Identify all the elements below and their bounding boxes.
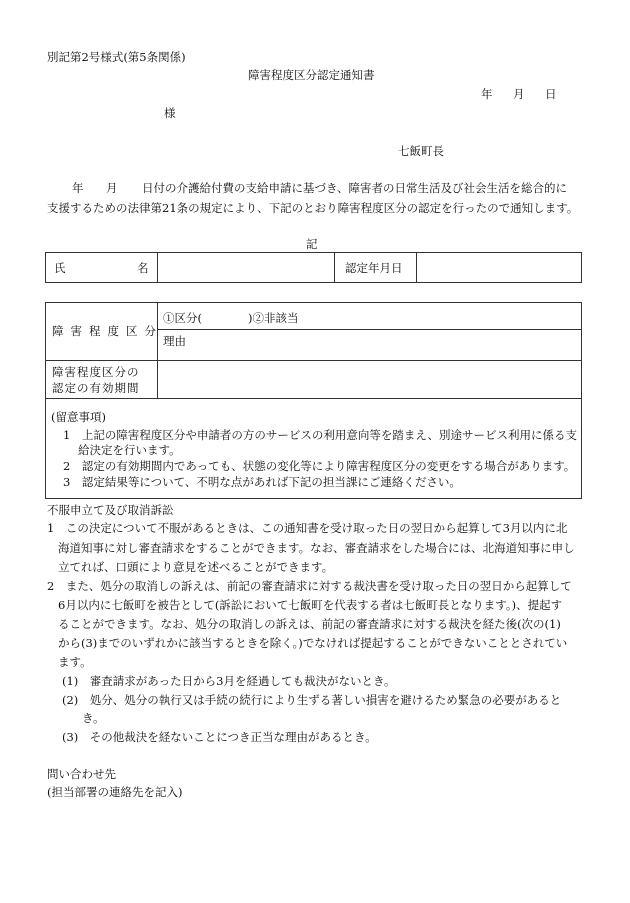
validity-label-line-2: 認定の有効期間 [52,381,140,395]
table2-row-divider [157,329,582,330]
notes-heading: (留意事項) [51,410,106,424]
appeal-sub-3: (3) その他裁決を経ないことにつき正当な理由があるとき。 [62,730,377,744]
name-label-char-2: 名 [137,261,149,275]
appeal-p1-line-2: 海道知事に対し審査請求をすることができます。なお、審査請求をした場合には、北海道知事に申し [58,541,575,555]
appeal-p2-line-5: ます。 [58,655,92,669]
note-item-2: 2 認定の有効期間内であっても、状態の変化等により障害程度区分の変更をする場合があります。 [63,459,576,473]
document-title: 障害程度区分認定通知書 [248,68,375,82]
table1-divider [334,252,335,283]
table1-divider [157,252,158,283]
appeal-sub-2-line-1: (2) 処分、処分の執行又は手続の続行により生ずる著しい損害を避けるため緊急の必要があると [62,693,562,707]
appeal-p2-line-1: 2 また、処分の取消しの訴えは、前記の審査請求に対する裁決書を受け取った日の翌日から起算して [47,579,572,593]
intro-year: 年 [72,181,84,195]
date-month-label: 月 [513,87,525,101]
issuer-name: 七飯町長 [398,144,444,158]
name-date-table [45,252,582,283]
appeal-p1-line-3: 立てれば、口頭により意見を述べることができます。 [58,560,334,574]
intro-line-2: 支援するための法律第21条の規定により、下記のとおり障害程度区分の認定を行ったので通知します。 [47,201,579,215]
reason-label: 理由 [163,334,186,348]
appeal-p2-line-3: ることができます。なお、処分の取消しの訴えは、前記の審査請求に対する裁決を経た後(次の(1) [58,617,561,631]
contact-heading: 問い合わせ先 [47,767,116,781]
ki-mark: 記 [306,237,318,251]
classification-label: 障害程度区分 [52,324,163,338]
note-item-1-line-1: 1 上記の障害程度区分や申請者の方のサービスの利用意向等を踏まえ、別途サービス利用に係る支 [63,428,578,442]
classification-options: ①区分( )②非該当 [163,311,299,325]
intro-line-1: 日付の介護給付費の支給申請に基づき、障害者の日常生活及び社会生活を総合的に [142,181,568,195]
table2-row-divider [45,398,582,399]
intro-month: 月 [106,181,118,195]
cert-date-label: 認定年月日 [345,261,403,275]
appeal-p1-line-1: 1 この決定について不服があるときは、この通知書を受け取った日の翌日から起算して3月以内に北 [47,521,568,535]
name-label-char-1: 氏 [54,261,66,275]
appeal-p2-line-2: 6月以内に七飯町を被告として(訴訟において七飯町を代表する者は七飯町長となります。)、提起す [58,598,563,612]
table1-divider [416,252,417,283]
appeal-heading: 不服申立て及び取消訴訟 [47,503,174,517]
appeal-sub-1: (1) 審査請求があった日から3月を経過しても裁決がないとき。 [62,674,396,688]
date-day-label: 日 [545,87,557,101]
recipient-suffix: 様 [164,106,176,120]
contact-note: (担当部署の連絡先を記入) [47,785,183,799]
table2-divider [157,302,158,398]
validity-label-line-1: 障害程度区分の [52,365,140,379]
date-year-label: 年 [481,87,493,101]
note-item-1-line-2: 給決定を行います。 [78,443,181,457]
appeal-sub-2-line-2: き。 [82,711,105,725]
note-item-3: 3 認定結果等について、不明な点があれば下記の担当課にご連絡ください。 [63,475,461,489]
table2-row-divider [45,360,582,361]
appeal-p2-line-4: から(3)までのいずれかに該当するときを除く。)でなければ提起することができないこととされてい [58,636,568,650]
form-reference: 別記第2号様式(第5条関係) [47,50,186,64]
